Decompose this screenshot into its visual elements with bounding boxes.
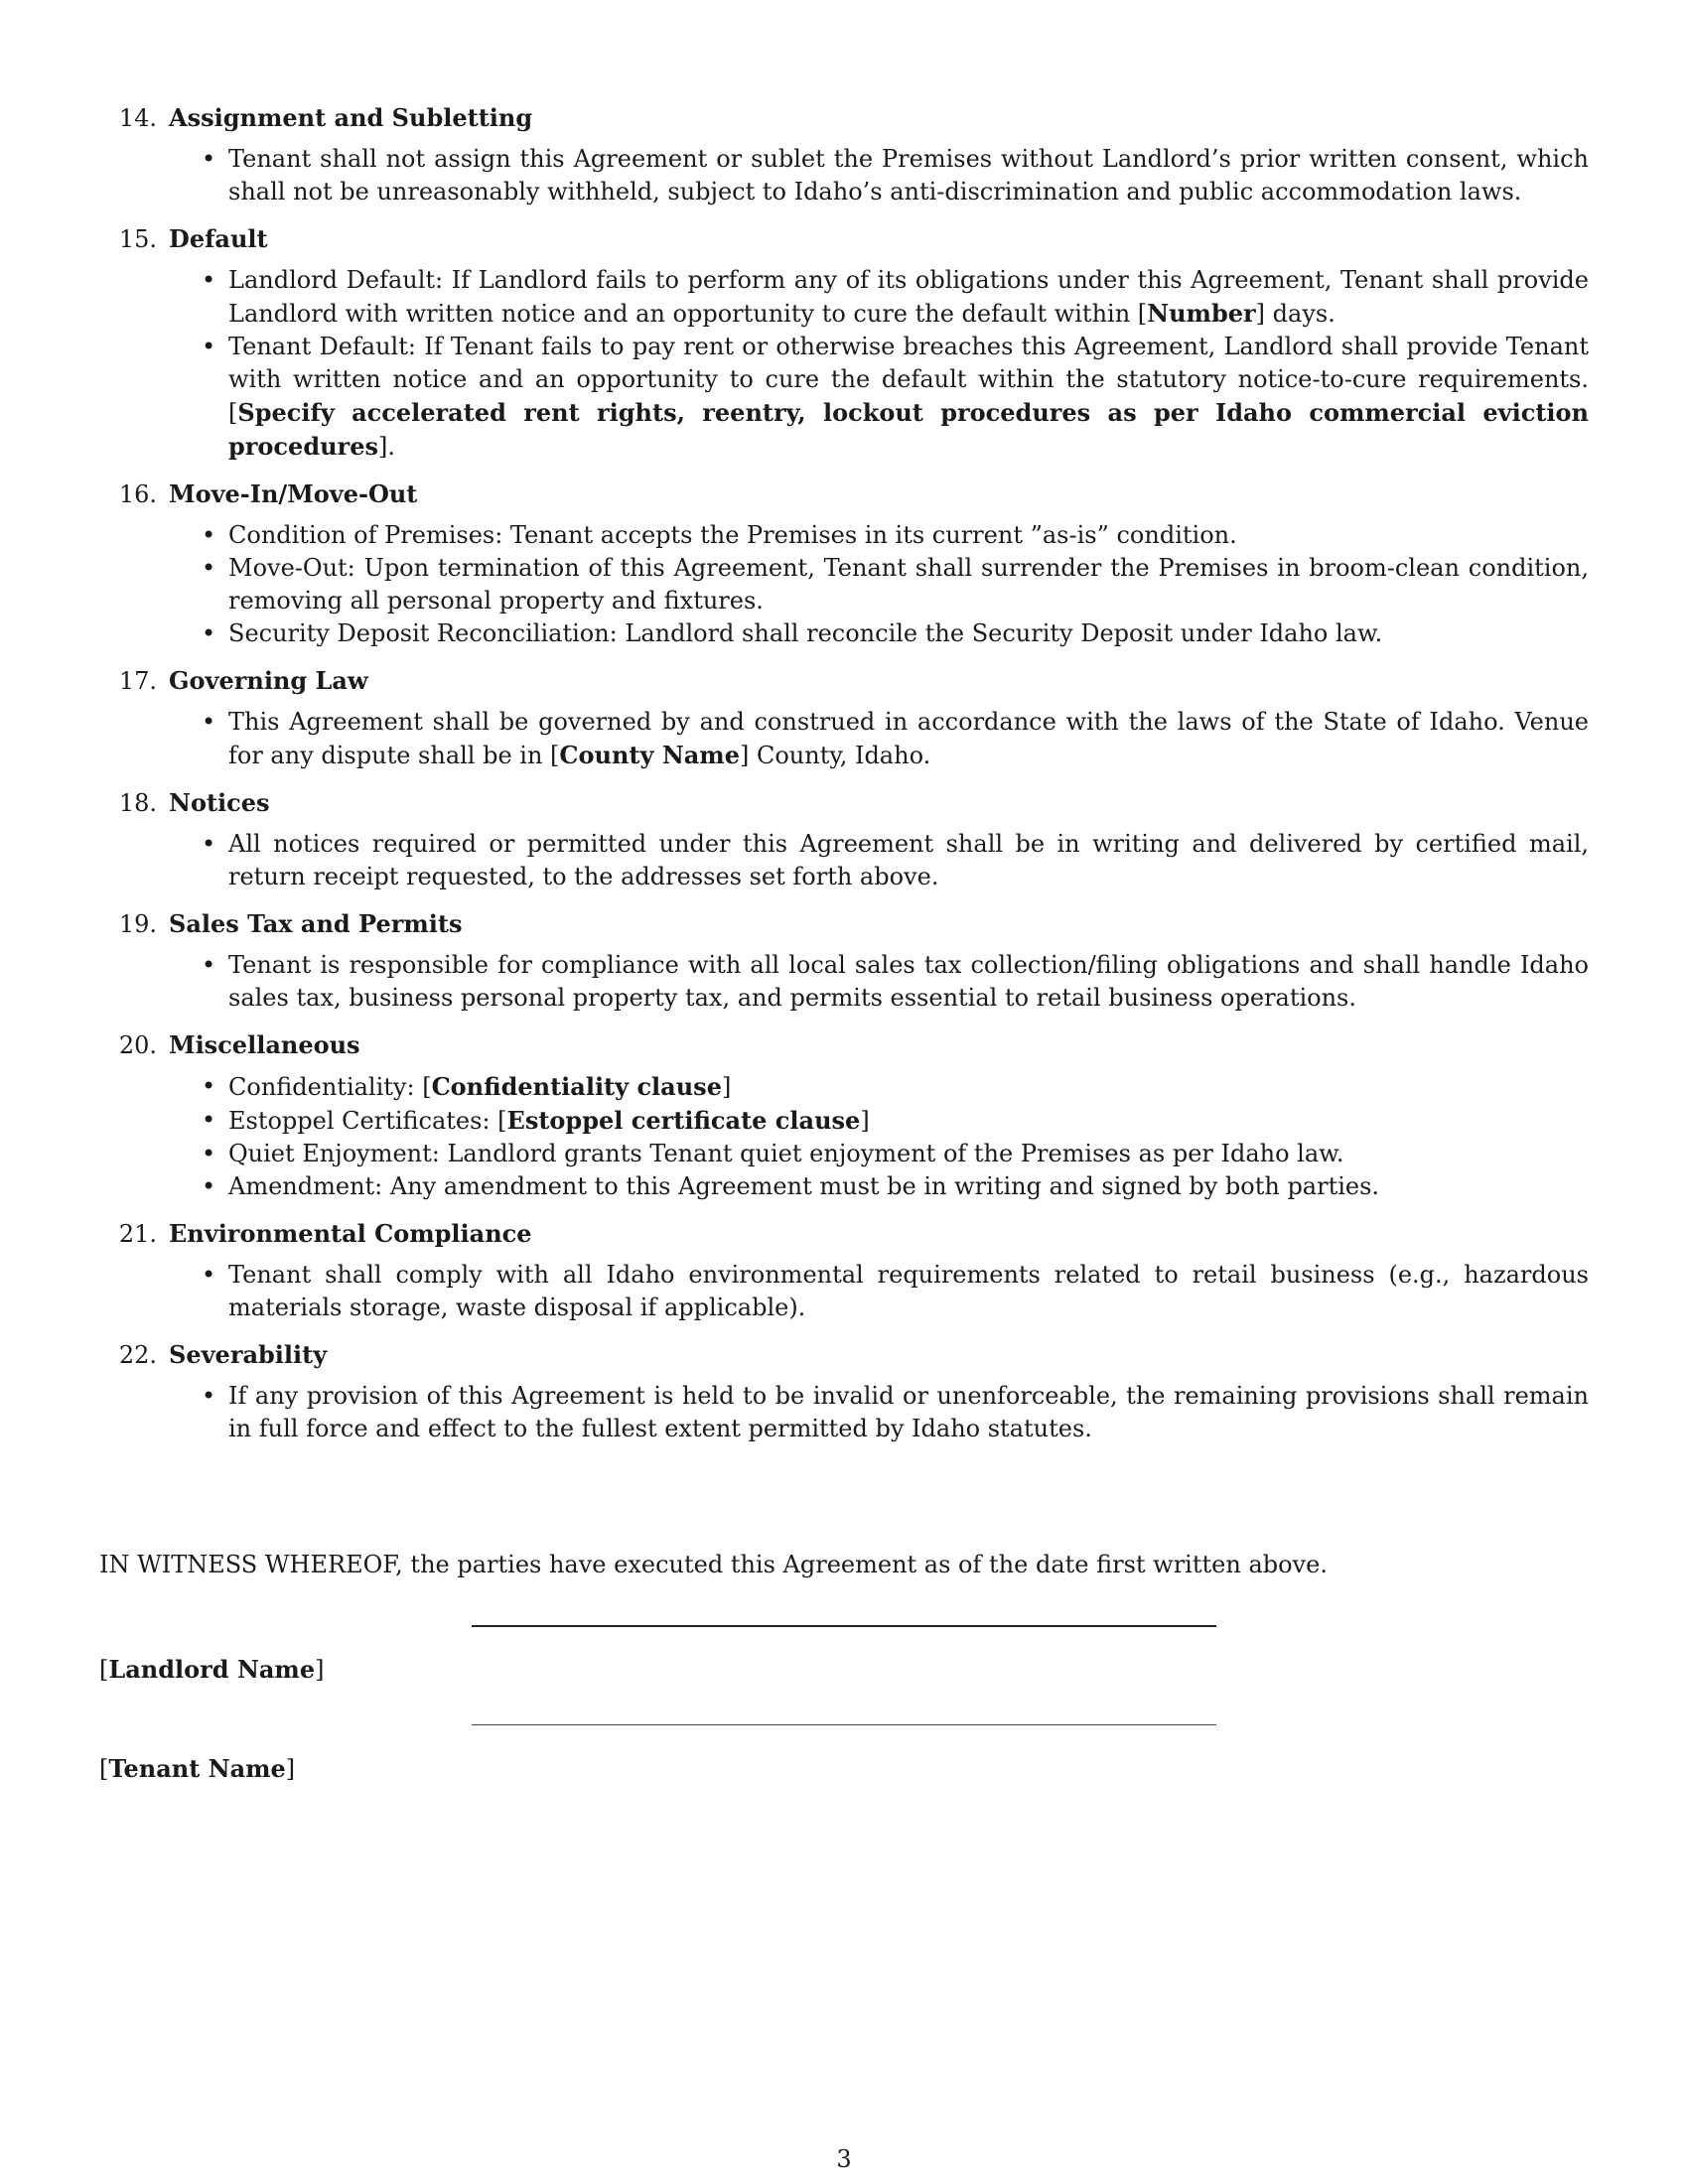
clause-text: ]. (377, 433, 395, 461)
clause-text: Tenant shall comply with all Idaho environmental requirements related to retail business (e.g., hazardous materials storage, waste disposal if applicable). (228, 1261, 1589, 1321)
clause-heading (99, 903, 1589, 945)
clause-bullets (99, 1380, 1589, 1445)
clause-bullet-item (99, 1104, 1589, 1138)
clause-section (99, 218, 1589, 464)
clause-text: Estoppel Certificates: [ (228, 1107, 507, 1135)
clause-heading (99, 474, 1589, 515)
clause-text: Tenant Default: If Tenant fails to pay rent or otherwise breaches this Agreement, Landlord shall provide Tenant with written notice and an opportunity to cure the default within the statutory notice-to-cure requirements. [ (228, 333, 1589, 427)
clause-bullet-item (99, 519, 1589, 552)
clause-title: Governing Law (169, 666, 368, 695)
clause-bullet-item (99, 1070, 1589, 1104)
clause-bullet-item (99, 552, 1589, 617)
clause-text: Amendment: Any amendment to this Agreement must be in writing and signed by both parties. (228, 1172, 1380, 1200)
landlord-signature-line (472, 1625, 1216, 1627)
placeholder-field: Confidentiality clause (431, 1072, 722, 1101)
clause-section (99, 474, 1589, 650)
clause-heading (99, 97, 1589, 139)
clause-number: 17. (118, 667, 157, 695)
clause-bullets (99, 706, 1589, 772)
clause-text: Quiet Enjoyment: Landlord grants Tenant quiet enjoyment of the Premises as per Idaho law. (228, 1140, 1344, 1167)
placeholder-field: Specify accelerated rent rights, reentry, lockout procedures as per Idaho commercial eviction procedures (228, 398, 1589, 461)
clause-bullet-item (99, 264, 1589, 331)
clause-bullet-item (99, 1138, 1589, 1170)
clause-bullets (99, 519, 1589, 650)
clause-bullets (99, 1259, 1589, 1324)
clause-bullets (99, 1070, 1589, 1203)
clause-text: Tenant shall not assign this Agreement or sublet the Premises without Landlord’s prior written consent, which shall not be unreasonably withheld, subject to Idaho’s anti-discrimination and public accommodation laws. (228, 145, 1589, 205)
clause-heading (99, 1024, 1589, 1066)
clause-title: Sales Tax and Permits (169, 909, 463, 938)
placeholder-field: Number (1147, 299, 1256, 328)
clause-text: Confidentiality: [ (228, 1073, 432, 1101)
clause-text: If any provision of this Agreement is held to be invalid or unenforceable, the remaining provisions shall remain in full force and effect to the fullest extent permitted by Idaho statutes. (228, 1382, 1589, 1442)
clause-text: Tenant is responsible for compliance with all local sales tax collection/filing obligations and shall handle Idaho sales tax, business personal property tax, and permits essential to retail business operations. (228, 951, 1589, 1012)
clause-title: Environmental Compliance (169, 1219, 532, 1248)
clause-bullet-item (99, 828, 1589, 893)
landlord-name-placeholder: [Landlord Name] (99, 1655, 325, 1684)
witness-statement: IN WITNESS WHEREOF, the parties have executed this Agreement as of the date first written above. (99, 1551, 1328, 1578)
tenant-name-placeholder: [Tenant Name] (99, 1754, 296, 1783)
clause-number: 14. (118, 104, 157, 132)
clause-title: Default (169, 224, 268, 253)
clause-number: 18. (118, 789, 157, 817)
clause-title: Miscellaneous (169, 1030, 360, 1059)
clause-number: 22. (118, 1341, 157, 1369)
clause-title: Move-In/Move-Out (169, 479, 418, 508)
clause-section (99, 1213, 1589, 1324)
clause-text: Condition of Premises: Tenant accepts the Premises in its current ”as-is” condition. (228, 521, 1237, 549)
clause-bullets (99, 828, 1589, 893)
clause-text: ] County, Idaho. (739, 742, 931, 769)
clause-text: Security Deposit Reconciliation: Landlord shall reconcile the Security Deposit under Idaho law. (228, 619, 1383, 647)
clause-bullets (99, 264, 1589, 464)
clause-number: 16. (118, 480, 157, 508)
clause-bullet-item (99, 1380, 1589, 1445)
clauses-list (99, 97, 1589, 1449)
page-number: 3 (836, 2145, 852, 2173)
clause-section (99, 97, 1589, 208)
clause-bullet-item (99, 331, 1589, 464)
clause-number: 20. (118, 1031, 157, 1059)
clause-text: ] days. (1255, 300, 1336, 328)
clause-title: Severability (169, 1340, 328, 1369)
clause-bullet-item (99, 949, 1589, 1015)
clause-number: 15. (118, 225, 157, 253)
clause-bullets (99, 143, 1589, 208)
placeholder-field: County Name (559, 741, 740, 769)
clause-bullet-item (99, 143, 1589, 208)
clause-title: Assignment and Subletting (169, 103, 533, 132)
clause-text: This Agreement shall be governed by and construed in accordance with the laws of the State of Idaho. Venue for any dispute shall be in [ (228, 708, 1589, 769)
clause-section (99, 903, 1589, 1015)
clause-heading (99, 1334, 1589, 1376)
clause-section (99, 1024, 1589, 1203)
clause-text: Move-Out: Upon termination of this Agreement, Tenant shall surrender the Premises in broom-clean condition, removing all personal property and fixtures. (228, 554, 1589, 614)
clause-number: 19. (118, 910, 157, 938)
clause-bullet-item (99, 1259, 1589, 1324)
placeholder-field: Estoppel certificate clause (506, 1106, 861, 1135)
clause-section (99, 782, 1589, 893)
clause-section (99, 660, 1589, 772)
clause-heading (99, 660, 1589, 702)
clause-title: Notices (169, 788, 270, 817)
clause-bullet-item (99, 706, 1589, 772)
clause-number: 21. (118, 1220, 157, 1248)
tenant-signature-line (472, 1724, 1216, 1725)
clause-text: Landlord Default: If Landlord fails to perform any of its obligations under this Agreement, Tenant shall provide Landlord with written notice and an opportunity to cure the default within [ (228, 266, 1589, 328)
clause-bullets (99, 949, 1589, 1015)
clause-bullet-item (99, 617, 1589, 650)
clause-text: ] (721, 1073, 732, 1101)
clause-section (99, 1334, 1589, 1445)
clause-bullet-item (99, 1170, 1589, 1203)
clause-heading (99, 218, 1589, 260)
clause-heading (99, 1213, 1589, 1255)
clause-text: ] (860, 1107, 870, 1135)
clause-heading (99, 782, 1589, 824)
clause-text: All notices required or permitted under this Agreement shall be in writing and delivered by certified mail, return receipt requested, to the addresses set forth above. (228, 830, 1589, 890)
